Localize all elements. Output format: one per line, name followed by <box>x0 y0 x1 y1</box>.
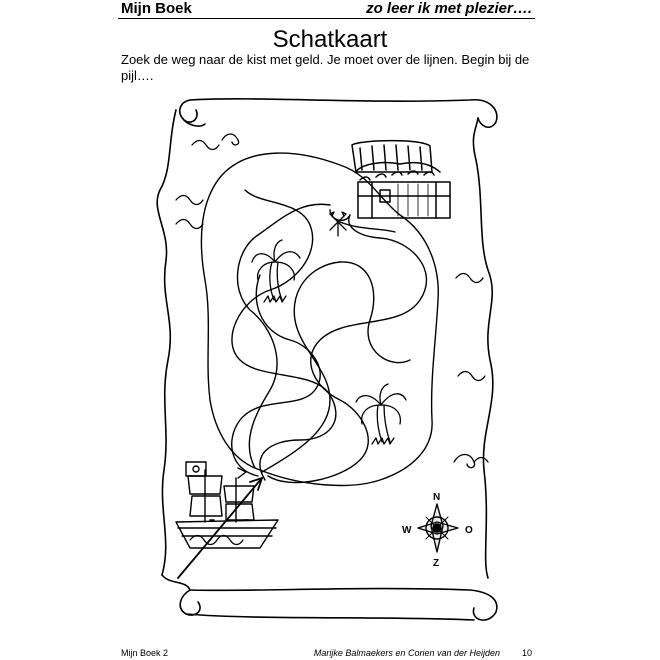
footer-book-title: Mijn Boek 2 <box>121 648 169 658</box>
treasure-chest-icon <box>352 141 450 218</box>
instruction-text: Zoek de weg naar de kist met geld. Je moet over de lijnen. Begin bij de pijl…. <box>121 52 530 83</box>
compass-east: O <box>465 525 473 536</box>
maze-paths <box>201 153 438 485</box>
compass-west: W <box>402 525 412 536</box>
compass-rose-icon <box>418 504 458 552</box>
compass-south: Z <box>433 558 440 569</box>
page-number: 10 <box>521 648 532 658</box>
header-book-title: Mijn Boek <box>121 0 192 17</box>
compass-north: N <box>433 492 441 503</box>
header-slogan: zo leer ik met plezier…. <box>366 0 532 17</box>
footer-authors: Marijke Balmaekers en Corien van der Heijden <box>313 648 500 658</box>
palm-tree-icon <box>356 384 406 444</box>
page-title: Schatkaart <box>272 26 388 53</box>
palm-tree-icon <box>252 240 300 302</box>
